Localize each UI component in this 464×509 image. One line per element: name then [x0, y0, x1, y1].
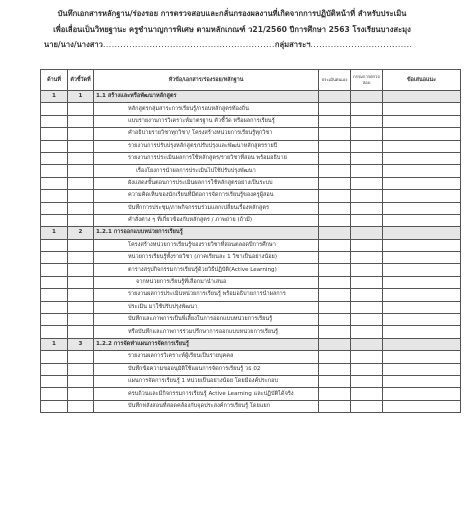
suggestion-cell[interactable] — [383, 252, 461, 264]
name-label: นาย/นาง/นางสาว — [44, 40, 103, 49]
aspect-cell: 1 — [41, 227, 68, 239]
suggestion-cell[interactable] — [383, 227, 461, 239]
evidence-item-cell: คำสั่งต่าง ๆ ที่เกี่ยวข้องกับหลักสูตร / ภาพถ่าย (ถ้ามี) — [94, 214, 319, 226]
evidence-item-cell: หลักสูตรกลุ่มสาระการเรียนรู้/กรอบหลักสูตรท้องถิ่น — [94, 103, 319, 115]
indicator-cell — [68, 152, 94, 164]
evidence-item-cell: ประเมิน มาใช้ปรับปรุงพัฒนา — [94, 301, 319, 313]
aspect-cell — [41, 214, 68, 226]
header-line-3 — [0, 37, 464, 53]
indicator-cell: 2 — [68, 227, 94, 239]
table-row — [41, 276, 461, 288]
suggestion-cell[interactable] — [383, 91, 461, 103]
aspect-cell — [41, 152, 68, 164]
evidence-item-cell: บันทึกและภาพการเป็นพี่เลี้ยงในการออกแบบหน่วยการเรียนรู้ — [94, 314, 319, 326]
suggestion-cell[interactable] — [383, 351, 461, 363]
aspect-cell — [41, 128, 68, 140]
evidence-item-cell: ความคิดเห็นของนักเรียนที่มีต่อการจัดการเรียนรู้ของครูผู้สอน — [94, 190, 319, 202]
self-assessment-cell[interactable] — [319, 351, 351, 363]
committee-check-cell[interactable] — [351, 227, 383, 239]
table-row — [41, 388, 461, 400]
self-assessment-cell[interactable] — [319, 276, 351, 288]
evidence-table — [40, 69, 461, 413]
committee-check-cell[interactable] — [351, 264, 383, 276]
indicator-cell — [68, 314, 94, 326]
self-assessment-cell[interactable] — [319, 388, 351, 400]
evidence-item-cell: คำอธิบายรายวิชาทุกวิชา/ โครงสร้างหน่วยการเรียนรู้ทุกวิชา — [94, 128, 319, 140]
indicator-cell — [68, 214, 94, 226]
self-assessment-cell[interactable] — [319, 314, 351, 326]
header-aspect: ด้านที่ — [41, 70, 68, 91]
indicator-cell — [68, 165, 94, 177]
header-indicator: ตัวชี้วัดที่ — [68, 70, 94, 91]
indicator-cell — [68, 363, 94, 375]
group-label: กลุ่มสาระฯ — [274, 40, 311, 49]
table-row — [41, 140, 461, 152]
table-row — [41, 202, 461, 214]
committee-check-cell[interactable] — [351, 91, 383, 103]
self-assessment-cell[interactable] — [319, 202, 351, 214]
table-row — [41, 190, 461, 202]
suggestion-cell[interactable] — [383, 314, 461, 326]
table-row — [41, 301, 461, 313]
indicator-cell — [68, 388, 94, 400]
committee-check-cell[interactable] — [351, 326, 383, 338]
table-row — [41, 177, 461, 189]
indicator-cell: 1 — [68, 91, 94, 103]
evidence-item-cell: ครบถ้วนและมีกิจกรรมการเรียนรู้ Active Learning และปฏิบัติได้จริง — [94, 388, 319, 400]
aspect-cell — [41, 115, 68, 127]
aspect-cell — [41, 326, 68, 338]
document-header — [0, 6, 464, 53]
section-row — [41, 227, 461, 239]
committee-check-cell[interactable] — [351, 115, 383, 127]
committee-check-cell[interactable] — [351, 152, 383, 164]
header-self-assessment: ประเมินตนเอง — [319, 70, 351, 91]
self-assessment-cell[interactable] — [319, 152, 351, 164]
evidence-item-cell: แผนการจัดการเรียนรู้ 1 หน่วยเป็นอย่างน้อย โดยมีองค์ประกอบ — [94, 375, 319, 387]
table-row — [41, 289, 461, 301]
indicator-cell — [68, 140, 94, 152]
group-blank[interactable]: ................................... — [310, 40, 413, 49]
suggestion-cell[interactable] — [383, 301, 461, 313]
committee-check-cell[interactable] — [351, 363, 383, 375]
header-topic: หัวข้อ/เอกสาร/ร่องรอย/หลักฐาน — [94, 70, 319, 91]
committee-check-cell[interactable] — [351, 252, 383, 264]
indicator-cell — [68, 115, 94, 127]
self-assessment-cell[interactable] — [319, 252, 351, 264]
indicator-cell: 3 — [68, 338, 94, 350]
evidence-item-cell: แบบรายงานการวิเคราะห์มาตรฐาน ตัวชี้วัด หรือผลการเรียนรู้ — [94, 115, 319, 127]
committee-check-cell[interactable] — [351, 165, 383, 177]
self-assessment-cell[interactable] — [319, 363, 351, 375]
table-row — [41, 252, 461, 264]
indicator-cell — [68, 400, 94, 412]
indicator-cell — [68, 202, 94, 214]
self-assessment-cell[interactable] — [319, 190, 351, 202]
suggestion-cell[interactable] — [383, 128, 461, 140]
self-assessment-cell[interactable] — [319, 338, 351, 350]
suggestion-cell[interactable] — [383, 289, 461, 301]
aspect-cell — [41, 400, 68, 412]
header-line-1: บันทึกเอกสารหลักฐาน/ร่องรอย การตรวจสอบและกลั่นกรองผลงานที่เกิดจากการปฏิบัติหน้าที่ สำหรับประเมิน — [57, 9, 407, 18]
table-row — [41, 375, 461, 387]
indicator-cell — [68, 289, 94, 301]
indicator-cell — [68, 239, 94, 251]
aspect-cell — [41, 264, 68, 276]
committee-check-cell[interactable] — [351, 301, 383, 313]
aspect-cell — [41, 375, 68, 387]
aspect-cell — [41, 252, 68, 264]
committee-check-cell[interactable] — [351, 177, 383, 189]
suggestion-cell[interactable] — [383, 214, 461, 226]
aspect-cell — [41, 177, 68, 189]
committee-check-cell[interactable] — [351, 239, 383, 251]
suggestion-cell[interactable] — [383, 202, 461, 214]
suggestion-cell[interactable] — [383, 326, 461, 338]
suggestion-cell[interactable] — [383, 103, 461, 115]
indicator-cell — [68, 301, 94, 313]
self-assessment-cell[interactable] — [319, 400, 351, 412]
suggestion-cell[interactable] — [383, 276, 461, 288]
indicator-cell — [68, 351, 94, 363]
self-assessment-cell[interactable] — [319, 326, 351, 338]
section-row — [41, 91, 461, 103]
evidence-item-cell: บันทึกหลังสอนที่สอดคล้องกับจุดประสงค์การเรียนรู้ โดยแยก — [94, 400, 319, 412]
table-row — [41, 103, 461, 115]
evidence-item-cell: บันทึกข้อความขออนุมัติใช้แผนการจัดการเรียนรู้ วธ 02 — [94, 363, 319, 375]
committee-check-cell[interactable] — [351, 400, 383, 412]
table-row — [41, 314, 461, 326]
header-committee-check: กรรมการตรวจสอบ — [351, 70, 383, 91]
suggestion-cell[interactable] — [383, 165, 461, 177]
table-row — [41, 152, 461, 164]
header-line-2: เพื่อเลื่อนเป็นวิทยฐานะ ครูชำนาญการพิเศษ ตามหลักเกณฑ์ ว21/2560 ปีการศึกษา 2563 โรงเรียนบางสะมุง — [53, 24, 411, 34]
evidence-item-cell: หรือบันทึกและภาพการร่วมปรึกษาการออกแบบหน่วยการเรียนรู้ — [94, 326, 319, 338]
evidence-item-cell: บันทึกการประชุม/ภาพกิจกรรมร่วมแลกเปลี่ยนเรื่องหลักสูตร — [94, 202, 319, 214]
table-row — [41, 239, 461, 251]
committee-check-cell[interactable] — [351, 314, 383, 326]
aspect-cell: 1 — [41, 338, 68, 350]
evidence-item-cell: รายงานการประเมินผลการใช้หลักสูตร/รายวิชาที่สอน พร้อมอธิบาย — [94, 152, 319, 164]
committee-check-cell[interactable] — [351, 128, 383, 140]
table-header-row — [41, 70, 461, 91]
evidence-item-cell: ตารางสรุปกิจกรรมการเรียนรู้ด้วยวิธีปฏิบัติ(Active Learning) — [94, 264, 319, 276]
suggestion-cell[interactable] — [383, 388, 461, 400]
table-row — [41, 165, 461, 177]
suggestion-cell[interactable] — [383, 190, 461, 202]
table-row — [41, 400, 461, 412]
committee-check-cell[interactable] — [351, 338, 383, 350]
aspect-cell — [41, 314, 68, 326]
indicator-cell — [68, 276, 94, 288]
table-row — [41, 326, 461, 338]
aspect-cell — [41, 202, 68, 214]
table-row — [41, 351, 461, 363]
evidence-item-cell: หน่วยการเรียนรู้ทั้งรายวิชา (ภาคเรียนละ 1 วิชาเป็นอย่างน้อย) — [94, 252, 319, 264]
committee-check-cell[interactable] — [351, 388, 383, 400]
aspect-cell — [41, 289, 68, 301]
self-assessment-cell[interactable] — [319, 227, 351, 239]
committee-check-cell[interactable] — [351, 140, 383, 152]
self-assessment-cell[interactable] — [319, 103, 351, 115]
aspect-cell — [41, 239, 68, 251]
table-row — [41, 128, 461, 140]
suggestion-cell[interactable] — [383, 400, 461, 412]
table-row — [41, 264, 461, 276]
self-assessment-cell[interactable] — [319, 91, 351, 103]
table-row — [41, 363, 461, 375]
self-assessment-cell[interactable] — [319, 375, 351, 387]
committee-check-cell[interactable] — [351, 214, 383, 226]
self-assessment-cell[interactable] — [319, 177, 351, 189]
indicator-cell — [68, 375, 94, 387]
committee-check-cell[interactable] — [351, 202, 383, 214]
indicator-cell — [68, 103, 94, 115]
self-assessment-cell[interactable] — [319, 115, 351, 127]
aspect-cell — [41, 388, 68, 400]
indicator-cell — [68, 264, 94, 276]
suggestion-cell[interactable] — [383, 239, 461, 251]
suggestion-cell[interactable] — [383, 177, 461, 189]
indicator-cell — [68, 190, 94, 202]
committee-check-cell[interactable] — [351, 190, 383, 202]
evidence-item-cell: รายงานผลการประเมินหน่วยการเรียนรู้ พร้อมอธิบายการนำผลการ — [94, 289, 319, 301]
committee-check-cell[interactable] — [351, 289, 383, 301]
aspect-cell — [41, 140, 68, 152]
section-title-cell: 1.2.1 การออกแบบหน่วยการเรียนรู้ — [94, 227, 319, 239]
self-assessment-cell[interactable] — [319, 301, 351, 313]
suggestion-cell[interactable] — [383, 264, 461, 276]
table-row — [41, 214, 461, 226]
self-assessment-cell[interactable] — [319, 165, 351, 177]
aspect-cell — [41, 301, 68, 313]
table-body — [41, 91, 461, 413]
indicator-cell — [68, 326, 94, 338]
evidence-item-cell: เรื่องโยงการนำผลการประเมินไปใช้ปรับปรุงพัฒนา — [94, 165, 319, 177]
section-row — [41, 338, 461, 350]
aspect-cell — [41, 276, 68, 288]
evidence-item-cell: รายงานผลการวิเคราะห์ผู้เรียนเป็นรายบุคคล — [94, 351, 319, 363]
indicator-cell — [68, 177, 94, 189]
suggestion-cell[interactable] — [383, 338, 461, 350]
name-blank[interactable]: ........................................................... — [102, 40, 275, 49]
aspect-cell — [41, 351, 68, 363]
aspect-cell — [41, 165, 68, 177]
header-suggestions: ข้อเสนอแนะ — [383, 70, 461, 91]
self-assessment-cell[interactable] — [319, 214, 351, 226]
committee-check-cell[interactable] — [351, 351, 383, 363]
self-assessment-cell[interactable] — [319, 239, 351, 251]
suggestion-cell[interactable] — [383, 375, 461, 387]
suggestion-cell[interactable] — [383, 152, 461, 164]
section-title-cell: 1.1 สร้างและหรือพัฒนาหลักสูตร — [94, 91, 319, 103]
self-assessment-cell[interactable] — [319, 128, 351, 140]
table-row — [41, 115, 461, 127]
aspect-cell: 1 — [41, 91, 68, 103]
self-assessment-cell[interactable] — [319, 264, 351, 276]
self-assessment-cell[interactable] — [319, 289, 351, 301]
suggestion-cell[interactable] — [383, 115, 461, 127]
suggestion-cell[interactable] — [383, 363, 461, 375]
aspect-cell — [41, 363, 68, 375]
indicator-cell — [68, 128, 94, 140]
suggestion-cell[interactable] — [383, 140, 461, 152]
indicator-cell — [68, 252, 94, 264]
evidence-item-cell: รายงานการปรับปรุงหลักสูตร/ปรับปรุงและพัฒนาหลักสูตรรายปี — [94, 140, 319, 152]
evidence-item-cell: ผังแสดงขั้นตอนการประเมินผลการใช้หลักสูตรอย่างเป็นระบบ — [94, 177, 319, 189]
evidence-item-cell: จากหน่วยการเรียนรู้ที่เลือกมานำเสนอ — [94, 276, 319, 288]
committee-check-cell[interactable] — [351, 375, 383, 387]
committee-check-cell[interactable] — [351, 276, 383, 288]
aspect-cell — [41, 103, 68, 115]
section-title-cell: 1.2.2 การจัดทำแผนการจัดการเรียนรู้ — [94, 338, 319, 350]
self-assessment-cell[interactable] — [319, 140, 351, 152]
committee-check-cell[interactable] — [351, 103, 383, 115]
evidence-item-cell: โครงสร้างหน่วยการเรียนรู้ของรายวิชาที่สอนตลอดปีการศึกษา — [94, 239, 319, 251]
aspect-cell — [41, 190, 68, 202]
